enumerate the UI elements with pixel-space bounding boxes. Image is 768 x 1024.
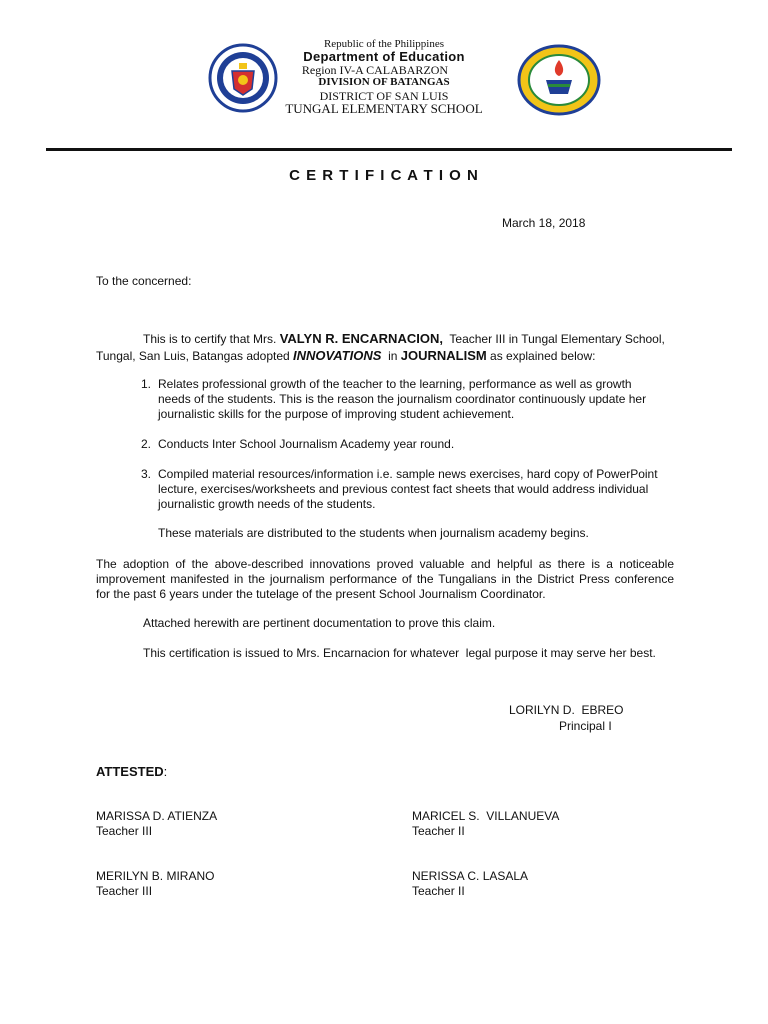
adoption-line-2: improvement manifested in the journalism performance of the Tungalians in the District Press conference xyxy=(96,572,674,586)
header-republic: Republic of the Philippines xyxy=(323,38,445,50)
item-3-line-2: lecture, exercises/worksheets and previous contest fact sheets that would address individual xyxy=(158,482,649,496)
innovations-label: INNOVATIONS xyxy=(293,348,382,363)
signatory-4-name: NERISSA C. LASALA xyxy=(412,869,529,883)
header-division: DIVISION OF BATANGAS xyxy=(318,76,450,88)
header-divider xyxy=(46,148,732,151)
intro-text-e: as explained below: xyxy=(486,349,596,363)
issued-note: This certification is issued to Mrs. Encarnacion for whatever legal purpose it may serve her best. xyxy=(143,646,656,660)
principal-name: LORILYN D. EBREO xyxy=(509,703,624,717)
distributed-note: These materials are distributed to the students when journalism academy begins. xyxy=(158,526,589,540)
journalism-label: JOURNALISM xyxy=(400,348,487,363)
item-1-line-3: journalistic skills for the purpose of improving student achievement. xyxy=(158,407,515,421)
salutation: To the concerned: xyxy=(96,274,192,288)
item-1-line-2: needs of the students. This is the reason the journalism coordinator continuously update her xyxy=(158,392,647,406)
intro-line-1 xyxy=(143,331,665,347)
item-1-number: 1. xyxy=(141,377,152,391)
adoption-line-1: The adoption of the above-described innovations proved valuable and helpful as there is a noticeable xyxy=(96,557,674,571)
item-2-number: 2. xyxy=(141,437,152,451)
intro-line-2 xyxy=(96,348,595,364)
signatory-1-title: Teacher III xyxy=(96,824,153,838)
item-3-line-3: journalistic growth needs of the students. xyxy=(158,497,376,511)
item-1-line-1: Relates professional growth of the teacher to the learning, performance as well as growth xyxy=(158,377,632,391)
header-department: Department of Education xyxy=(303,49,465,64)
intro-text-c: Tungal, San Luis, Batangas adopted xyxy=(96,349,294,363)
teacher-name: VALYN R. ENCARNACION, xyxy=(279,331,443,346)
intro-text-d: in xyxy=(381,349,401,363)
principal-title: Principal I xyxy=(559,719,612,733)
signatory-3-name: MERILYN B. MIRANO xyxy=(96,869,215,883)
document-title: C E R T I F I C A T I O N xyxy=(289,167,479,184)
intro-text-b: Teacher III in Tungal Elementary School, xyxy=(442,332,665,346)
header-region: Region IV-A CALABARZON xyxy=(301,63,449,77)
item-2-line-1: Conducts Inter School Journalism Academy year round. xyxy=(158,437,455,451)
item-3-number: 3. xyxy=(141,467,152,481)
header-district: DISTRICT OF SAN LUIS xyxy=(319,89,449,103)
signatory-1-name: MARISSA D. ATIENZA xyxy=(96,809,218,823)
header-school: TUNGAL ELEMENTARY SCHOOL xyxy=(285,101,483,116)
item-3-line-1: Compiled material resources/information i.e. sample news exercises, hard copy of PowerPoint xyxy=(158,467,658,481)
adoption-line-3: for the past 6 years under the tutelage of the present School Journalism Coordinator. xyxy=(96,587,546,601)
signatory-2-name: MARICEL S. VILLANUEVA xyxy=(412,809,560,823)
attested-colon: : xyxy=(163,764,168,779)
document-date: March 18, 2018 xyxy=(502,216,586,230)
signatory-2-title: Teacher II xyxy=(412,824,465,838)
intro-text-a: This is to certify that Mrs. xyxy=(143,332,280,346)
signatory-3-title: Teacher III xyxy=(96,884,153,898)
attested-label: ATTESTED xyxy=(96,764,164,779)
signatory-4-title: Teacher II xyxy=(412,884,465,898)
attached-note: Attached herewith are pertinent documentation to prove this claim. xyxy=(143,616,496,630)
attested-heading xyxy=(96,764,167,779)
